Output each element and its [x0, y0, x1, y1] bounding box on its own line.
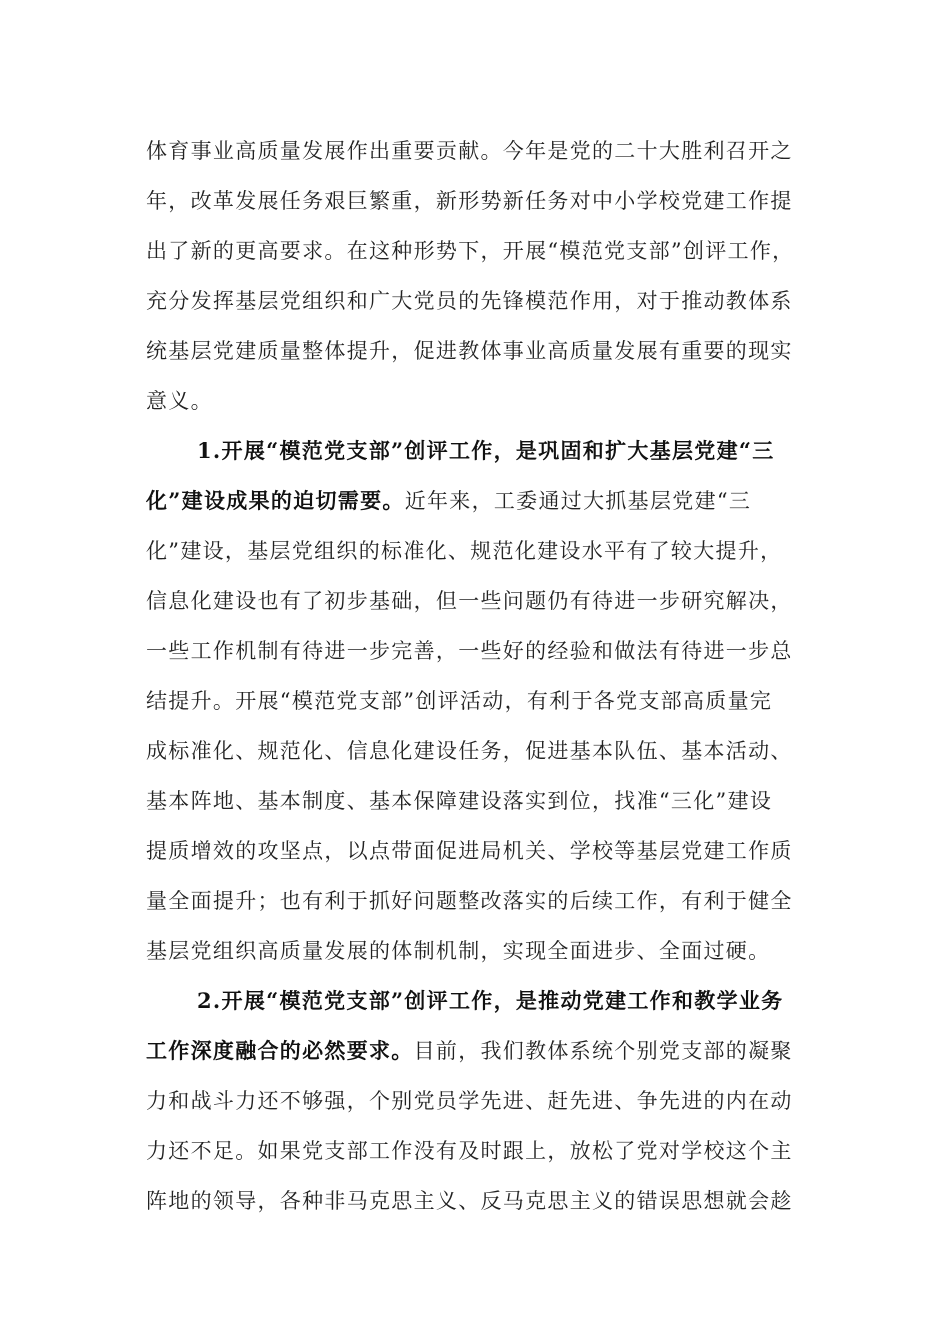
text-line: 提质增效的攻坚点，以点带面促进局机关、学校等基层党建工作质 — [146, 839, 793, 863]
text-line: 统基层党建质量整体提升，促进教体事业高质量发展有重要的现实 — [146, 339, 793, 363]
section-2-heading: 2.开展“模范党支部”创评工作，是推动党建工作和教学业务 — [197, 988, 784, 1013]
section-1-heading: 1.开展“模范党支部”创评工作，是巩固和扩大基层党建“三 — [197, 438, 775, 463]
text-line: 体育事业高质量发展作出重要贡献。今年是党的二十大胜利召开之 — [146, 139, 793, 163]
section-2-first-line — [146, 1033, 806, 1069]
text-line: 化”建设，基层党组织的标准化、规范化建设水平有了较大提升， — [146, 539, 783, 563]
text-line: 年，改革发展任务艰巨繁重，新形势新任务对中小学校党建工作提 — [146, 189, 793, 213]
text-line: 力还不足。如果党支部工作没有及时跟上，放松了党对学校这个主 — [146, 1139, 793, 1163]
text-line: 基本阵地、基本制度、基本保障建设落实到位，找准“三化”建设 — [146, 789, 773, 813]
text-line: 量全面提升；也有利于抓好问题整改落实的后续工作，有利于健全 — [146, 889, 793, 913]
text-line: 充分发挥基层党组织和广大党员的先锋模范作用，对于推动教体系 — [146, 289, 793, 313]
text-line: 意义。 — [146, 389, 213, 413]
text-line: 力和战斗力还不够强，个别党员学先进、赶先进、争先进的内在动 — [146, 1089, 793, 1113]
section-2-heading-end: 工作深度融合的必然要求。 — [146, 1038, 414, 1063]
text-line: 成标准化、规范化、信息化建设任务，促进基本队伍、基本活动、 — [146, 739, 793, 763]
section-1-first-line — [146, 483, 806, 519]
text-line: 基层党组织高质量发展的体制机制，实现全面进步、全面过硬。 — [146, 939, 771, 963]
text-line: 出了新的更高要求。在这种形势下，开展“模范党支部”创评工作， — [146, 239, 795, 263]
text-line: 结提升。开展“模范党支部”创评活动，有利于各党支部高质量完 — [146, 689, 773, 713]
section-2-text-start: 目前，我们教体系统个别党支部的凝聚 — [413, 1039, 793, 1063]
section-1-text-start: 近年来，工委通过大抓基层党建“三 — [404, 489, 752, 513]
text-line: 一些工作机制有待进一步完善，一些好的经验和做法有待进一步总 — [146, 639, 793, 663]
text-line: 阵地的领导，各种非马克思主义、反马克思主义的错误思想就会趁 — [146, 1189, 793, 1213]
section-1-heading-end: 化”建设成果的迫切需要。 — [146, 488, 405, 513]
text-line: 信息化建设也有了初步基础，但一些问题仍有待进一步研究解决， — [146, 589, 793, 613]
